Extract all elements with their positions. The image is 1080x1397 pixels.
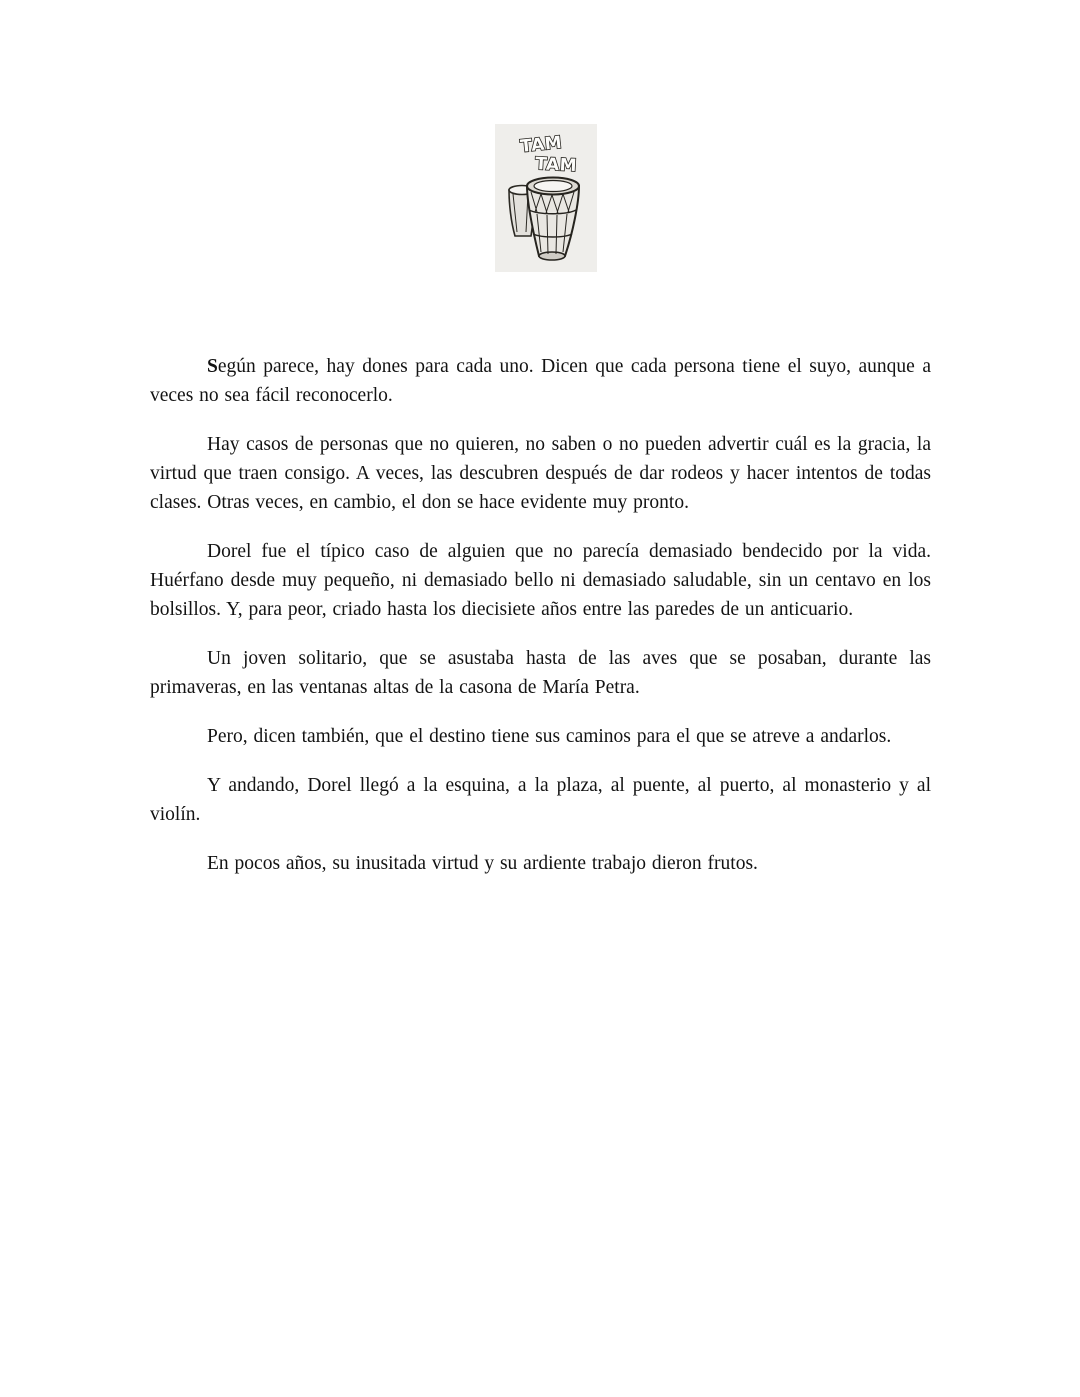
- paragraph: Dorel fue el típico caso de alguien que no parecía demasiado bendecido por la vida. Huérfano desde muy pequeño, ni demasiado bello ni demasiado saludable, sin un centavo en los bolsillos. Y, para peor, criado hasta los diecisiete años entre las paredes de un anticuario.: [150, 541, 931, 620]
- drum-label-top: TAM: [519, 132, 564, 157]
- text-block: [150, 352, 931, 898]
- drum-label-bottom: TAM: [534, 154, 578, 177]
- main-drum-shape: [527, 178, 579, 261]
- drum-icon: [495, 124, 597, 272]
- paragraph: Hay casos de personas que no quieren, no saben o no pueden advertir cuál es la gracia, la virtud que traen consigo. A veces, las descubren después de dar rodeos y hacer intentos de todas clases. Otras veces, en cambio, el don se hace evidente muy pronto.: [150, 434, 931, 513]
- paragraph: Según parece, hay dones para cada uno. Dicen que cada persona tiene el suyo, aunque a veces no sea fácil reconocerlo.: [150, 356, 931, 406]
- paragraph: En pocos años, su inusitada virtud y su ardiente trabajo dieron frutos.: [207, 853, 758, 874]
- paragraph: Un joven solitario, que se asustaba hasta de las aves que se posaban, durante las primaveras, en las ventanas altas de la casona de María Petra.: [150, 648, 931, 698]
- paragraph: Pero, dicen también, que el destino tiene sus caminos para el que se atreve a andarlos.: [207, 726, 892, 747]
- paragraph: Y andando, Dorel llegó a la esquina, a la plaza, al puente, al puerto, al monasterio y al violín.: [150, 775, 931, 825]
- tam-tam-drum-illustration: [495, 124, 597, 272]
